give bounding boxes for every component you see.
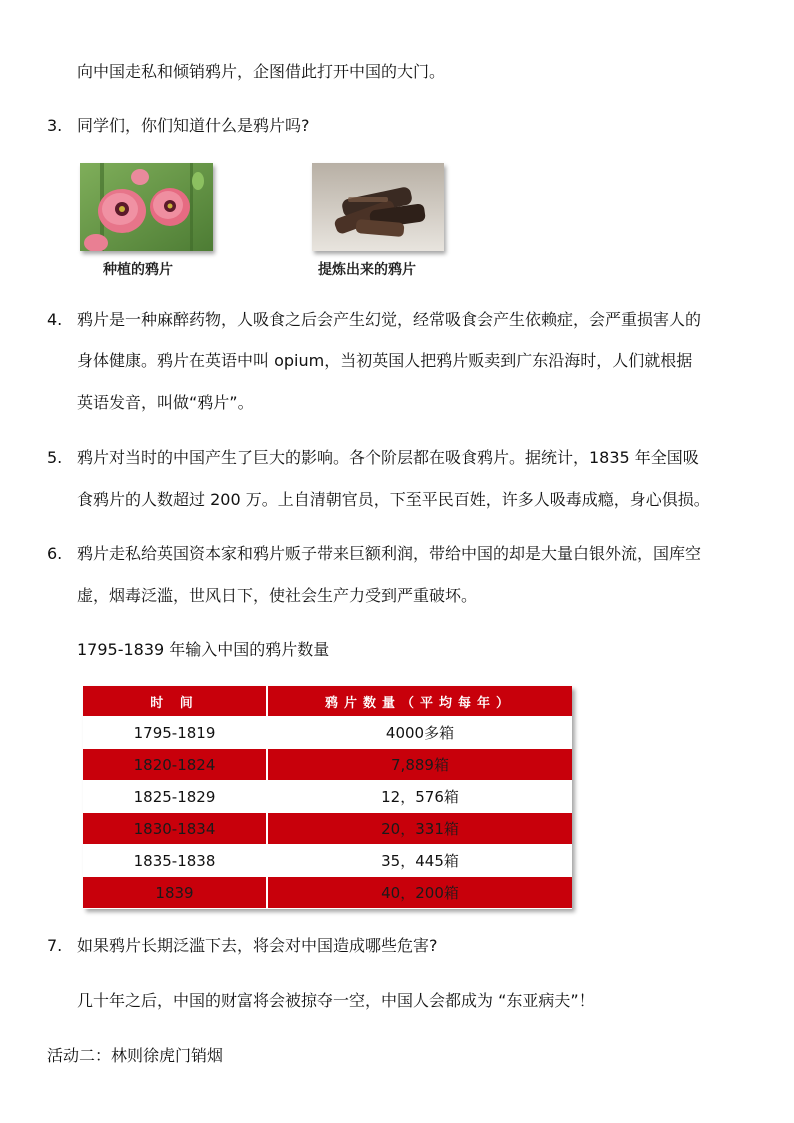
activity-2-heading: 活动二：林则徐虎门销烟 <box>47 1046 224 1065</box>
cell-period: 1820-1824 <box>83 749 267 781</box>
opium-import-table <box>83 686 572 909</box>
item-number: 3. <box>47 116 63 135</box>
cell-period: 1835-1838 <box>83 845 267 877</box>
poppy-flower-photo <box>80 163 213 251</box>
table-header-row <box>83 686 572 717</box>
cell-quantity: 12，576箱 <box>267 781 572 813</box>
item-text-line: 英语发音，叫做“鸦片”。 <box>77 393 254 412</box>
poppy-flower-illustration <box>80 163 213 251</box>
poppy-caption: 种植的鸦片 <box>103 262 173 278</box>
cell-quantity: 4000多箱 <box>267 717 572 749</box>
item-text-line: 同学们，你们知道什么是鸦片吗? <box>77 116 310 135</box>
cell-period: 1795-1819 <box>83 717 267 749</box>
table-row <box>83 749 572 781</box>
cell-period: 1825-1829 <box>83 781 267 813</box>
item-text-line: 鸦片走私给英国资本家和鸦片贩子带来巨额利润，带给中国的却是大量白银外流，国库空 <box>77 544 702 563</box>
paragraph-continuation: 向中国走私和倾销鸦片，企图借此打开中国的大门。 <box>77 62 446 81</box>
header-period: 时 间 <box>83 686 267 717</box>
item-number: 4. <box>47 310 63 329</box>
item-number: 7. <box>47 936 63 955</box>
cell-period: 1839 <box>83 877 267 909</box>
cell-quantity: 35，445箱 <box>267 845 572 877</box>
item-text-line: 食鸦片的人数超过 200 万。上自清朝官员，下至平民百姓，许多人吸毒成瘾，身心俱损。 <box>77 490 710 509</box>
cell-quantity: 20，331箱 <box>267 813 572 845</box>
cell-quantity: 7,889箱 <box>267 749 572 781</box>
item-number: 5. <box>47 448 63 467</box>
table-title: 1795-1839 年输入中国的鸦片数量 <box>77 640 330 659</box>
table-row <box>83 717 572 749</box>
opium-blocks-illustration <box>312 163 444 251</box>
refined-opium-photo <box>312 163 444 251</box>
table-row <box>83 781 572 813</box>
item-text-line: 身体健康。鸦片在英语中叫 opium，当初英国人把鸦片贩卖到广东沿海时，人们就根据 <box>77 351 693 370</box>
refined-opium-caption: 提炼出来的鸦片 <box>318 262 416 278</box>
answer-7: 几十年之后，中国的财富将会被掠夺一空，中国人会都成为 “东亚病夫”！ <box>77 991 595 1010</box>
table-row <box>83 877 572 909</box>
table-row <box>83 845 572 877</box>
item-text-line: 如果鸦片长期泛滥下去，将会对中国造成哪些危害? <box>77 936 438 955</box>
item-text-line: 鸦片对当时的中国产生了巨大的影响。各个阶层都在吸食鸦片。据统计，1835 年全国吸 <box>77 448 699 467</box>
item-text-line: 虚，烟毒泛滥，世风日下，使社会生产力受到严重破坏。 <box>77 586 478 605</box>
cell-period: 1830-1834 <box>83 813 267 845</box>
item-number: 6. <box>47 544 63 563</box>
header-quantity: 鸦片数量（平均每年） <box>267 686 572 717</box>
cell-quantity: 40，200箱 <box>267 877 572 909</box>
item-text-line: 鸦片是一种麻醉药物，人吸食之后会产生幻觉，经常吸食会产生依赖症，会严重损害人的 <box>77 310 702 329</box>
table-row <box>83 813 572 845</box>
